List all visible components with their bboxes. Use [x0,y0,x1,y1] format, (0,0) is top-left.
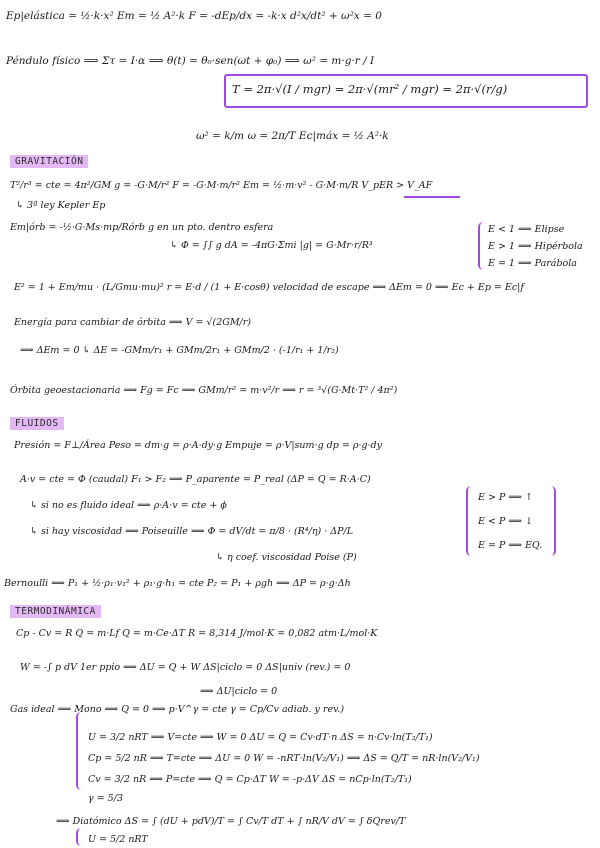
diatomic-energy: U = 5/2 nRT [88,834,148,845]
gauss-line: ↳ Φ = ∫∫ g dA = -4πG·Σmi |g| = G·Mr·r/R³ [170,240,373,251]
section-fluidos: FLUIDOS [10,417,64,430]
sink-case: E < P ⟹ ↓ [478,516,533,527]
poiseuille-line: ↳ si hay viscosidad ⟹ Poiseuille ⟹ Φ = dV/dt = π/8 · (R⁴/η) · ΔP/L [30,526,354,537]
cycle-energy-line: ⟹ ΔU|ciclo = 0 [200,686,278,697]
physical-pendulum-line: Péndulo físico ⟹ Στ = I·α ⟹ θ(t) = θ₀·sen(ωt + φ₀) ⟹ ω² = m·g·r / I [6,55,375,67]
section-termodinamica: TERMODINÁMICA [10,605,101,618]
bernoulli-line: Bernoulli ⟹ P₁ + ½·ρ₁·v₁² + ρ₁·g·h₁ = cte P₂ = P₁ + ρgh ⟹ ΔP = ρ·g·Δh [4,578,351,589]
viscosity-note: ↳ η coef. viscosidad Poise (P) [216,552,357,563]
ideal-gas-line: Gas ideal ⟹ Mono ⟹ Q = 0 ⟹ p·V^γ = cte γ = Cp/Cv adiab. y rev.) [10,704,345,715]
hyperbola-case: E > 1 ⟹ Hipérbola [488,241,583,252]
ellipse-case: E < 1 ⟹ Elipse [488,224,565,235]
float-case: E > P ⟹ ↑ [478,492,533,503]
equilibrium-case: E = P ⟹ EQ. [478,540,543,551]
buoyancy-bracket-right [546,486,556,556]
isobaric-line: Cv = 3/2 nR ⟹ P=cte ⟹ Q = Cp·ΔT W = -p·ΔV ΔS = nCp·ln(T₂/T₁) [88,774,412,785]
pressure-line: Presión = F⊥/Área Peso = dm·g = ρ·A·dy·g Empuje = ρ·V|sum·g dp = ρ·g·dy [14,440,382,451]
kepler-line: T²/r³ = cte = 4π²/GM g = -G·M/r² F = -G·M·m/r² Em = ½·m·v² - G·M·m/R V_pER > V_AF [10,180,433,191]
eccentricity-bracket [478,222,488,270]
orbital-energy-line: Em|órb = -½·G·Ms·mp/Rórb g en un pto. dentro esfera [10,222,274,233]
isochoric-line: U = 3/2 nRT ⟹ V=cte ⟹ W = 0 ΔU = Q = Cv·dT·n ΔS = n·Cv·ln(T₂/T₁) [88,732,433,743]
geostationary-line: Órbita geoestacionaria ⟹ Fg = Fc ⟹ GMm/r² = m·v²/r ⟹ r = ³√(G·Mt·T² / 4π²) [10,385,398,396]
ep-underline [404,196,460,198]
eccentricity-line: E² = 1 + Em/mu · (L/Gmu·mu)² r = E·d / (1 + E·cosθ) velocidad de escape ⟹ ΔEm = 0 ⟹ Ec + Ep = Ec|f [14,282,524,293]
continuity-line: A·v = cte = Φ (caudal) F₁ > F₂ ⟹ P_aparente = P_real (ΔP = Q = R·A·C) [20,474,371,485]
monatomic-bracket [76,712,86,790]
orbit-change-line: Energía para cambiar de órbita ⟹ V = √(2GM/r) [14,317,251,328]
heat-capacity-line: Cp - Cv = R Q = m·Lf Q = m·Ce·ΔT R = 8,314 J/mol·K = 0,082 atm·L/mol·K [16,628,378,639]
isothermal-line: Cp = 5/2 nR ⟹ T=cte ⟹ ΔU = 0 W = -nRT·ln(V₂/V₁) ⟹ ΔS = Q/T = nR·ln(V₂/V₁) [88,753,480,764]
omega-relations-line: ω² = k/m ω = 2π/T Ec|máx = ½ A²·k [196,130,389,142]
non-ideal-line: ↳ si no es fluido ideal ⟹ ρ·A·v = cte + ϕ [30,500,227,511]
period-formula: T = 2π·√(I / mgr) = 2π·√(mr² / mgr) = 2π·√(r/g) [232,82,508,96]
diatomic-bracket [76,828,86,846]
parabola-case: E = 1 ⟹ Parábola [488,258,577,269]
work-first-law-line: W = -∫ p dV 1er ppio ⟹ ΔU = Q + W ΔS|ciclo = 0 ΔS|univ (rev.) = 0 [20,662,351,673]
elastic-energy-line: Ep|elástica = ½·k·x² Em = ½ A²·k F = -dEp/dx = -k·x d²x/dt² + ω²x = 0 [6,10,382,22]
section-gravitacion: GRAVITACIÓN [10,155,88,168]
buoyancy-bracket-left [466,486,476,556]
delta-energy-line: ⟹ ΔEm = 0 ↳ ΔE = -GMm/r₁ + GMm/2r₁ + GMm/2 · (-1/r₁ + 1/r₂) [20,345,339,356]
entropy-line: ⟹ Diatómico ΔS = ∫ (dU + pdV)/T = ∫ Cv/T dT + ∫ nR/V dV = ∫ δQrev/T [56,816,406,827]
gamma-mono: γ = 5/3 [88,793,123,804]
kepler-note: ↳ 3ª ley Kepler Ep [16,200,106,211]
